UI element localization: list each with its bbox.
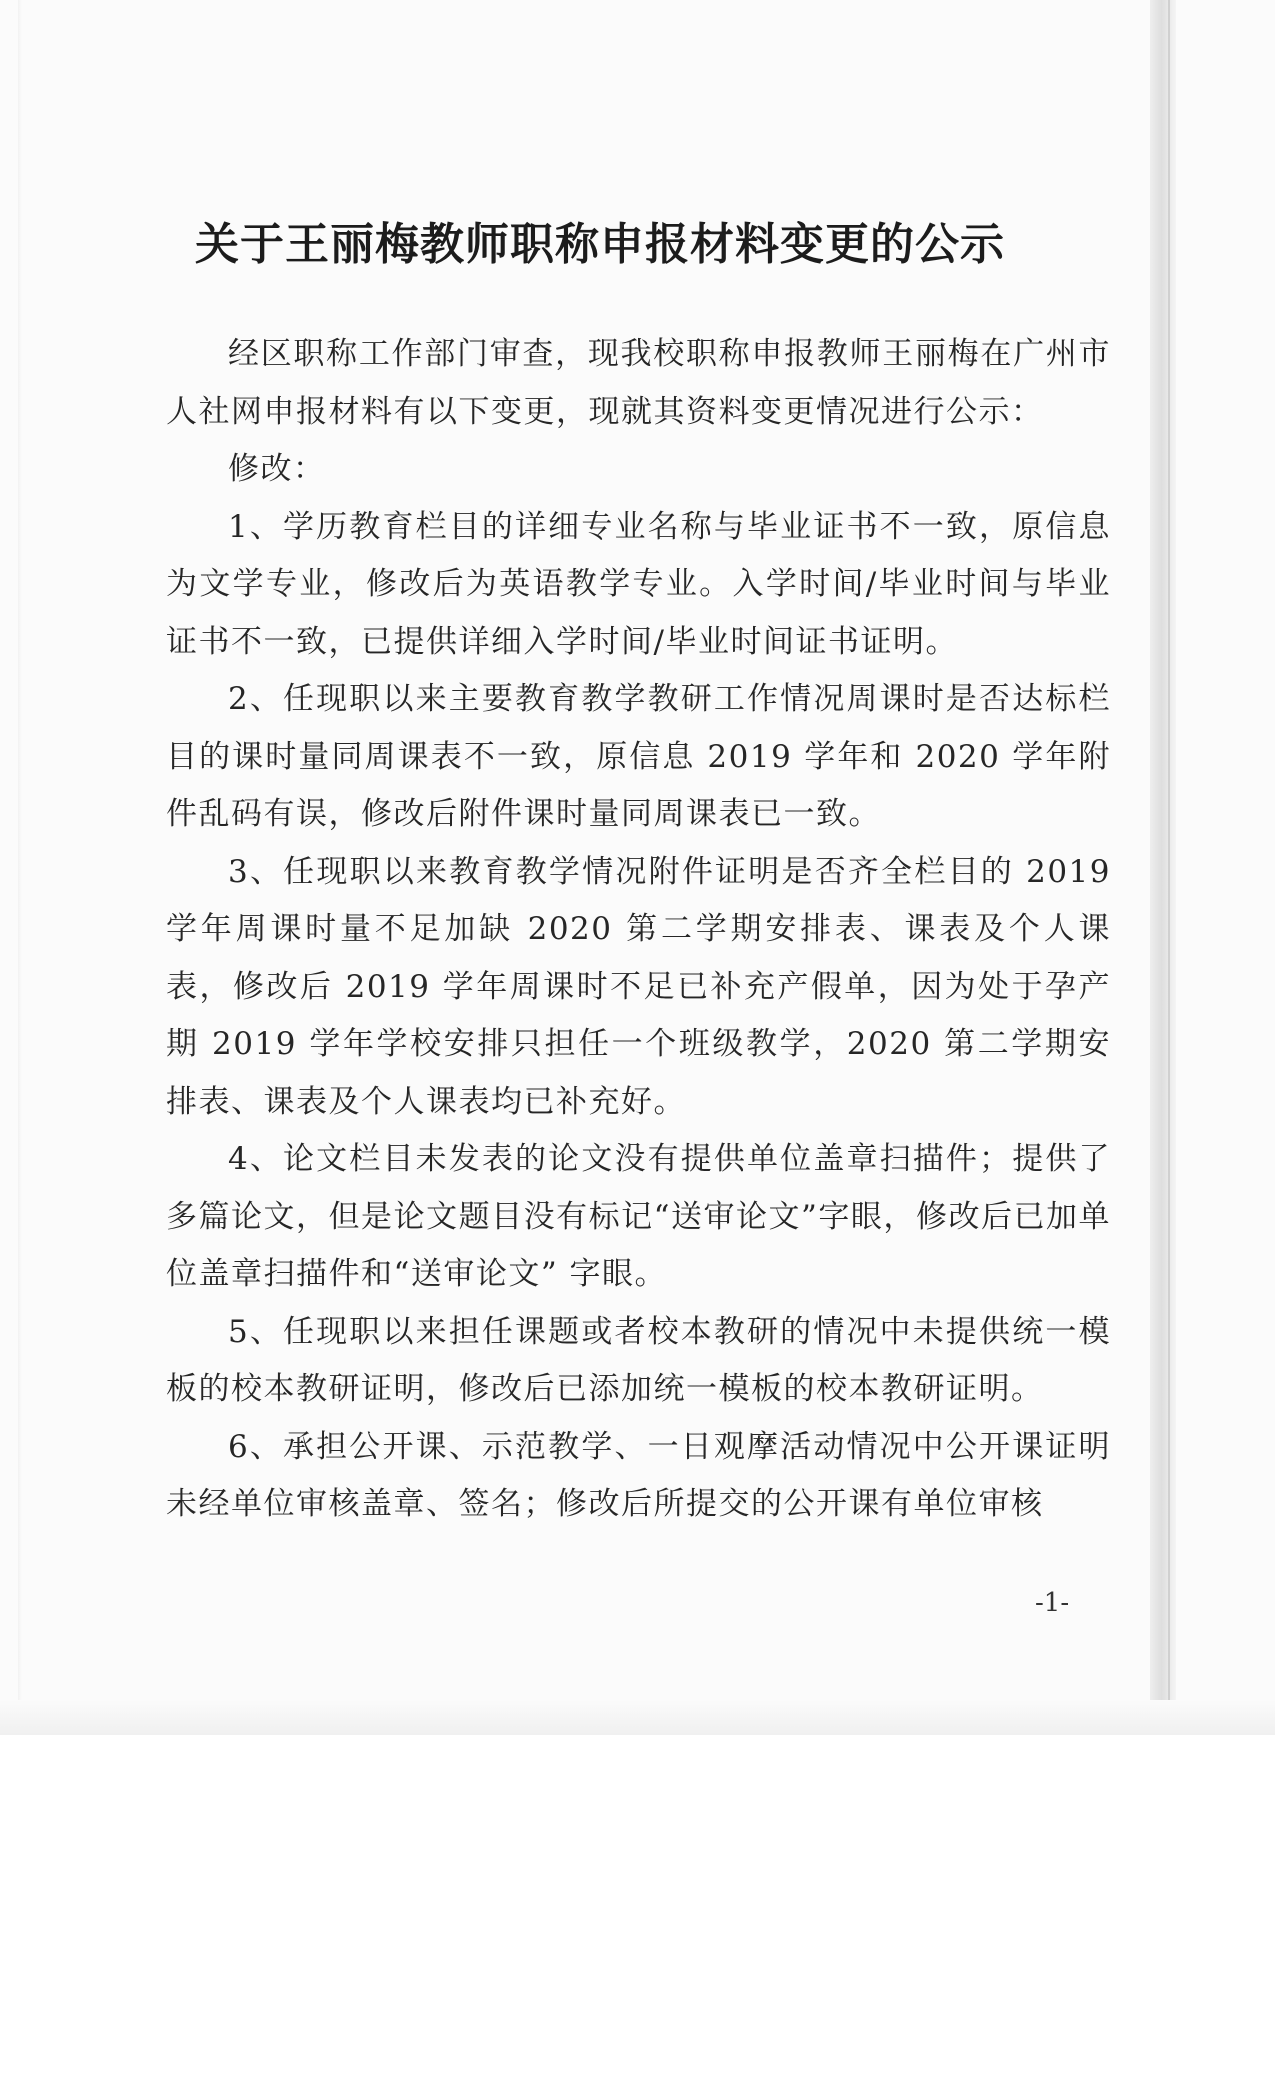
- paragraph-modify-heading: 修改：: [228, 451, 326, 487]
- paragraph-item-6: 6、承担公开课、示范教学、一日观摩活动情况中公开课证明未经单位审核盖章、签名；修改后所提交的公开课有单位审核: [166, 1428, 1111, 1522]
- paragraph-item-3: 3、任现职以来教育教学情况附件证明是否齐全栏目的 2019 学年周课时量不足加缺 2020 第二学期安排表、课表及个人课表，修改后 2019 学年周课时不足已补充产假单，因为处于孕产期 2019 学年学校安排只担任一个班级教学，2020 第二学期安排表、课表及个人课表均已补充好。: [166, 853, 1111, 1120]
- paragraph-item-1: 1、学历教育栏目的详细专业名称与毕业证书不一致，原信息为文学专业，修改后为英语教学专业。入学时间/毕业时间与毕业证书不一致，已提供详细入学时间/毕业时间证书证明。: [166, 508, 1111, 660]
- page-number: -1-: [1035, 1588, 1070, 1618]
- document-title: 关于王丽梅教师职称申报材料变更的公示: [195, 219, 1005, 270]
- paragraph-item-4: 4、论文栏目未发表的论文没有提供单位盖章扫描件；提供了多篇论文，但是论文题目没有标记“送审论文”字眼，修改后已加单位盖章扫描件和“送审论文” 字眼。: [166, 1141, 1111, 1292]
- scan-left-edge: [18, 0, 22, 1735]
- scan-right-edge: [1150, 0, 1176, 1735]
- scan-bottom-edge: [0, 1700, 1275, 1735]
- paragraph-item-5: 5、任现职以来担任课题或者校本教研的情况中未提供统一模板的校本教研证明，修改后已添加统一模板的校本教研证明。: [166, 1313, 1111, 1407]
- scan-right-fold-line: [1168, 0, 1170, 1735]
- document-body: [166, 326, 1111, 1534]
- paragraph-item-2: 2、任现职以来主要教育教学教研工作情况周课时是否达标栏目的课时量同周课表不一致，原信息 2019 学年和 2020 学年附件乱码有误，修改后附件课时量同周课表已一致。: [166, 681, 1111, 832]
- paragraph-intro: 经区职称工作部门审查，现我校职称申报教师王丽梅在广州市人社网申报材料有以下变更，现就其资料变更情况进行公示：: [166, 336, 1111, 430]
